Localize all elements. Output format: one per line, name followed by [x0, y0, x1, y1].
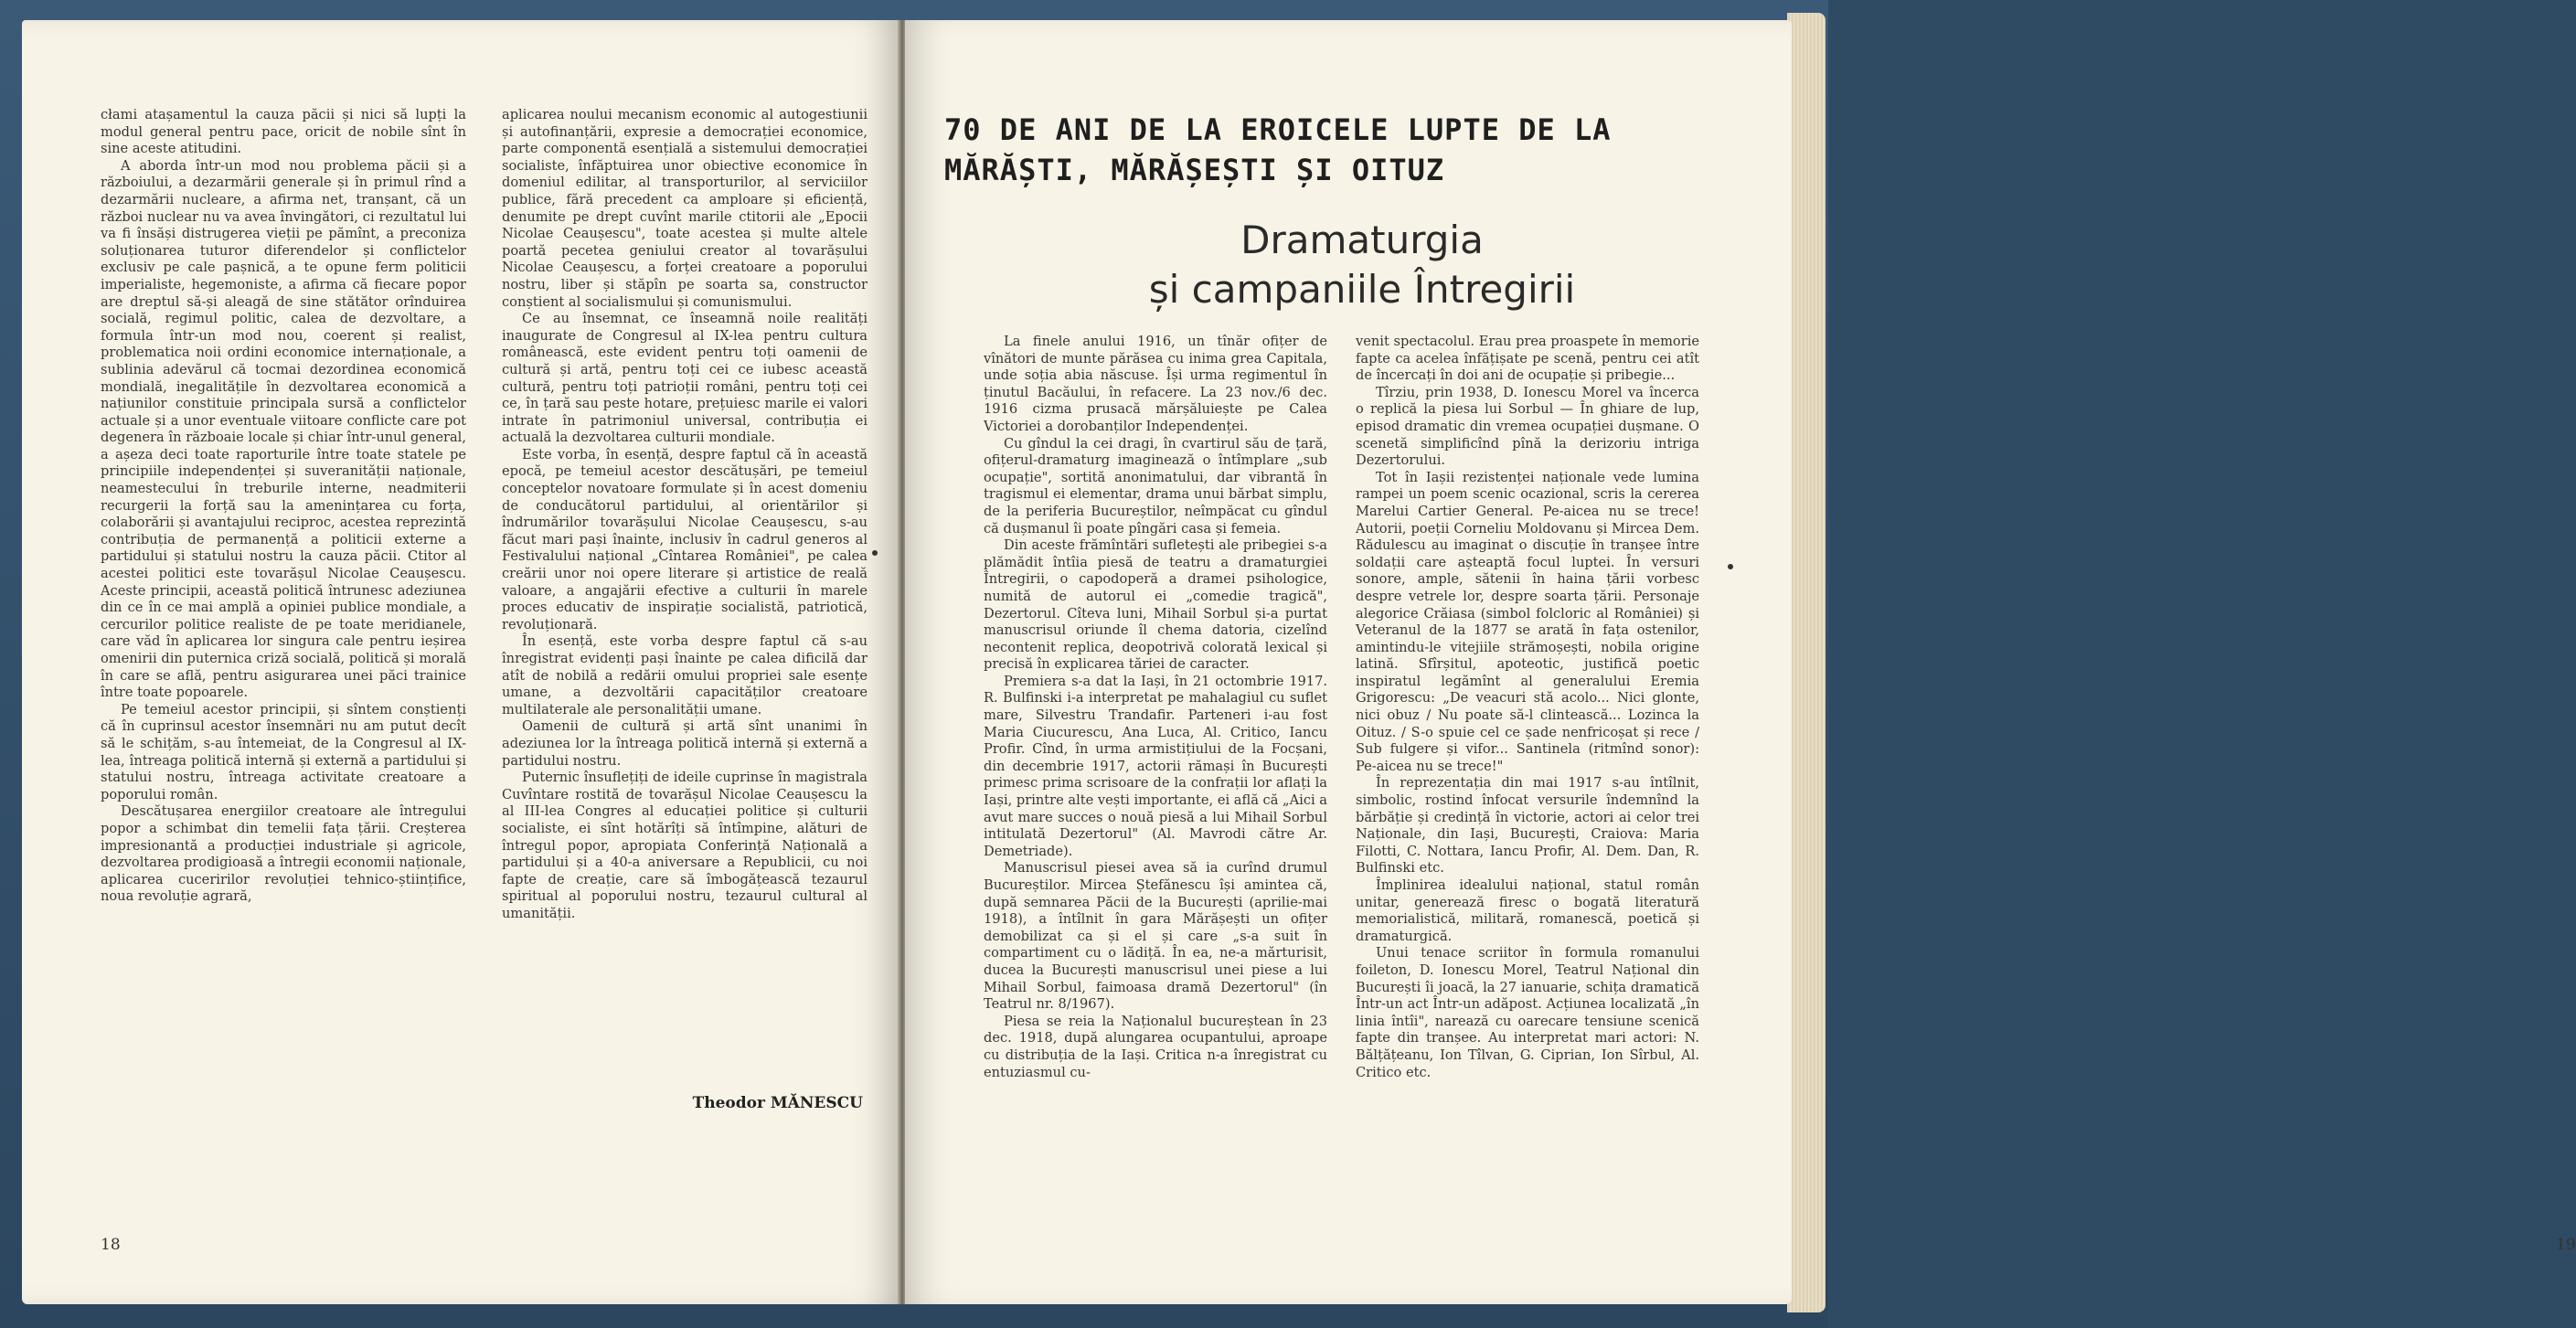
author-signature: Theodor MĂNESCU: [692, 1094, 863, 1112]
paragraph: În reprezentația din mai 1917 s-au întîlnit, simbolic, rostind înfocat versurile îndemnînd la bărbăție și credință în victorie, actori ai celor trei Naționale, din Iași, București, Craiova: Maria Filotti, C. Nottara, Iancu Profir, Al. Dem. Dan, R. Bulfinski etc.: [1356, 775, 1699, 876]
page-number-left: 18: [101, 1236, 121, 1254]
paragraph: Premiera s-a dat la Iași, în 21 octombrie 1917. R. Bulfinski i-a interpretat pe mahalagiul cu suflet mare, Silvestru Trandafir. Parteneri i-au fost Maria Ciucurescu, Ana Luca, Al. Critico, Iancu Profir. Cînd, în urma armistițiului de la Focșani, din decembrie 1917, actorii rămași în București primesc prima scrisoare de la confrații lor aflați la Iași, printre alte vești importante, ei află că „Aici a avut mare succes o nouă piesă a lui Mihail Sorbul intitulată Dezertorul" (Al. Mavrodi către Ar. Demetriade).: [984, 673, 1327, 859]
bullet-mark: [872, 550, 878, 556]
bullet-mark: [1728, 564, 1733, 569]
paragraph: Împlinirea idealului național, statul român unitar, generează firesc o bogată literatură memorialistică, militară, romanescă, poetică și dramaturgică.: [1356, 877, 1699, 944]
paragraph: Puternic însuflețiți de ideile cuprinse în magistrala Cuvîntare rostită de tovarășul Nicolae Ceaușescu la al III-lea Congres al educației politice și culturii socialiste, ei sînt hotărîți să întîmpine, alături de întregul popor, apropiata Conferință Națională a partidului și a 40-a aniversare a Republicii, cu noi fapte de creație, care să îmbogățească tezaurul spiritual al poporului nostru, tezaurul cultural al umanității.: [502, 770, 868, 921]
left-column-2: [502, 107, 868, 923]
paragraph: Ce au însemnat, ce înseamnă noile realități inaugurate de Congresul al IX-lea pentru cultura românească, este evident pentru toți oamenii de cultură și artă, pentru toți cei ce iubesc această cultură, pentru toți patrioții români, pentru toți cei ce, în țară sau peste hotare, prețuiesc marile ei valori intrate în patrimoniul universal, contribuția ei actuală la dezvoltarea culturii mondiale.: [502, 311, 868, 446]
paragraph: Pe temeiul acestor principii, și sîntem conștienți că în cuprinsul acestor însemnări nu am putut decît să le schițăm, s-au întemeiat, de la Congresul al IX-lea, întreaga politică internă și externă a partidului și statului nostru, întreaga activitate creatoare a poporului român.: [101, 701, 466, 802]
paragraph: Unui tenace scriitor în formula romanului foileton, D. Ionescu Morel, Teatrul Național din București îi joacă, la 27 ianuarie, schița dramatică Într-un act Într-un adăpost. Acțiunea localizată „în linia întîi", narează cu oarecare tensiune scenică fapte din tranșee. Au interpretat mari actori: N. Bălțățeanu, Ion Tîlvan, G. Ciprian, Ion Sîrbul, Al. Critico etc.: [1356, 945, 1699, 1080]
left-page: [22, 20, 899, 1304]
page-number-right: 19: [2556, 1236, 2576, 1254]
paragraph: La finele anului 1916, un tînăr ofițer de vînători de munte părăsea cu inima grea Capitala, unde soția abia născuse. Își urma regimentul în ținutul Bacăului, în refacere. La 23 nov./6 dec. 1916 cizma prusacă mărșăluiește pe Calea Victoriei a dorobanților Independenței.: [984, 334, 1327, 434]
title-line-2: și campaniile Întregirii: [1148, 267, 1576, 312]
paragraph: aplicarea noului mecanism economic al autogestiunii și autofinanțării, expresie a democrației economice, parte componentă esențială a sistemului democrației socialiste, înfăptuirea unor obiective economice în domeniul edilitar, al transporturilor, al serviciilor publice, fără precedent ca amploare și eficiență, denumite pe drept cuvînt marile ctitorii ale „Epocii Nicolae Ceaușescu", toate acestea și multe altele poartă pecetea geniului creator al tovarășului Nicolae Ceaușescu, a forței creatoare a poporului nostru, liber și stăpîn pe soarta sa, constructor conștient al socialismului și comunismului.: [502, 107, 868, 310]
section-kicker: 70 DE ANI DE LA EROICELE LUPTE DE LA MĂRĂȘTI, MĂRĂȘEȘTI ȘI OITUZ: [944, 112, 1612, 187]
paragraph: A aborda într-un mod nou problema păcii și a războiului, a dezarmării generale și în primul rînd a dezarmării nucleare, a afirma net, tranșant, că un război nuclear nu va avea învingători, ci rezultatul lui va fi însăși distrugerea vieții pe pămînt, a preconiza soluționarea tuturor diferendelor și conflictelor exclusiv pe cale pașnică, a te opune ferm politicii imperialiste, hegemoniste, a afirma că fiecare popor are dreptul să-și aleagă de sine stătător orînduirea socială, regimul politic, calea de dezvoltare, a formula într-un mod nou, coerent și realist, problematica noii ordini economice internaționale, a sublinia adevărul că tocmai dezordinea economică mondială, inegalitățile în dezvoltarea economică a națiunilor constituie principala sursă a conflictelor actuale și a unor eventuale viitoare conflicte care pot degenera în războaie locale și chiar într-unul general, a așeza deci toate raporturile între toate statele pe principiile independenței și suveranității naționale, neamestecului în treburile interne, neadmiterii recurgerii la forță sau la amenințarea cu forța, colaborării și avantajului reciproc, acestea reprezintă contribuția de permanență a politicii externe a partidului și statului nostru la cauza păcii. Ctitor al acestei politici este tovarășul Nicolae Ceaușescu. Aceste principii, această politică întrunesc adeziunea din ce în ce mai amplă a opiniei publice mondiale, a cercurilor politice realiste de pe toate meridianele, care văd în aplicarea lor singura cale pentru ieșirea omenirii din puternica criză socială, politică și morală în care se află, pentru asigurarea unei păci trainice între toate popoarele.: [101, 157, 466, 701]
paragraph: În esență, este vorba despre faptul că s-au înregistrat evidenți pași înainte pe calea dificilă dar atît de nobilă a redării omului propriei sale esențe umane, a dezvoltării capacităților creatoare multilaterale ale personalității umane.: [502, 633, 868, 717]
right-page: [905, 20, 2576, 1304]
paragraph: cłami atașamentul la cauza păcii și nici să lupți la modul general pentru pace, oricit de nobile sînt în sine aceste atitudini.: [101, 107, 466, 157]
paragraph: Piesa se reia la Naționalul bucureștean în 23 dec. 1918, după alungarea ocupantului, aproape cu distribuția de la Iași. Critica n-a înregistrat cu entuziasmul cu-: [984, 1013, 1327, 1080]
paragraph: Oamenii de cultură și artă sînt unanimi în adeziunea lor la întreaga politică internă și externă a partidului nostru.: [502, 718, 868, 769]
right-column-1: [984, 334, 1327, 1081]
paragraph: venit spectacolul. Erau prea proaspete în memorie fapte ca acelea înfățișate pe scenă, pentru cei atît de încercați în doi ani de ocupație și pribegie...: [1356, 334, 1699, 384]
page-edges: [1787, 13, 1826, 1312]
paragraph: Tîrziu, prin 1938, D. Ionescu Morel va încerca o replică la piesa lui Sorbul — În ghiare de lup, episod dramatic din vremea ocupației dușmane. O scenetă simplificînd pînă la derizoriu intriga Dezertorului.: [1356, 384, 1699, 469]
title-line-1: Dramaturgia: [1240, 218, 1484, 262]
paragraph: Din aceste frămîntări sufletești ale pribegiei s-a plămădit întîia piesă de teatru a dramaturgiei Întregirii, o capodoperă a dramei psihologice, numită de autorul ei „comedie tragică", Dezertorul. Cîteva luni, Mihail Sorbul și-a purtat manuscrisul oriunde îl chema datoria, cizelînd necontenit replica, deopotrivă colorată lexical și precisă în explicarea tăriei de caracter.: [984, 537, 1327, 673]
paragraph: Este vorba, în esență, despre faptul că în această epocă, pe temeiul acestor descătușări, pe temeiul conceptelor novatoare formulate și în acest domeniu de conducătorul partidului, al orientărilor și îndrumărilor tovarășului Nicolae Ceaușescu, s-au făcut mari pași înainte, inclusiv în cadrul generos al Festivalului național „Cîntarea României", pe calea creării unor noi opere literare și artistice de reală valoare, a angajării efective a culturii în marele proces educativ de inspirație socialistă, patriotică, revoluționară.: [502, 446, 868, 632]
paragraph: Cu gîndul la cei dragi, în cvartirul său de țară, ofițerul-dramaturg imaginează o întîmplare „sub ocupație", sortită anonimatului, dar vibrantă în tragismul ei elementar, drama unui bărbat simplu, de la periferia Bucureștilor, neîmpăcat cu gîndul că dușmanul îi poate pîngări casa și femeia.: [984, 435, 1327, 537]
paragraph: Manuscrisul piesei avea să ia curînd drumul Bucureștilor. Mircea Ștefănescu își amintea că, după semnarea Păcii de la București (aprilie-mai 1918), a întîlnit în gara Mărășești un ofițer demobilizat ca și el și care „s-a suit în compartiment cu o lădiță. În ea, ne-a mărturisit, ducea la București manuscrisul unei piese a lui Mihail Sorbul, faimoasa dramă Dezertorul" (în Teatrul nr. 8/1967).: [984, 860, 1327, 1013]
left-column-1: [101, 107, 466, 906]
paragraph: Descătușarea energiilor creatoare ale întregului popor a schimbat din temelii fața țării. Creșterea impresionantă a producției industriale și agricole, dezvoltarea prodigioasă a întregii economii naționale, aplicarea cuceririlor revoluției tehnico-științifice, noua revoluție agrară,: [101, 803, 466, 905]
right-column-2: [1356, 334, 1699, 1081]
paragraph: Tot în Iașii rezistenței naționale vede lumina rampei un poem scenic ocazional, scris la cererea Marelui Cartier General. Pe-aicea nu se trece! Autorii, poeții Corneliu Moldovanu și Mircea Dem. Rădulescu au imaginat o discuție în tranșee între soldații care așteaptă focul luptei. În versuri sonore, ample, sătenii în haina țării vorbesc despre vetrele lor, despre soarta țării. Personaje alegorice Crăiasa (simbol folcloric al României) și Veteranul de la 1877 se arată în fața ostenilor, amintindu-le vitejiile strămoșești, nobila origine latină. Sfîrșitul, apoteotic, justifică poetic inspiratul legămînt al generalului Eremia Grigorescu: „De veacuri stă acolo... Nici glonte, nici obuz / Nu poate să-l clintească... Lozinca la Oituz. / S-o spuie cel ce șade nenfricoșat și rece / Sub fulgere și vifor... Santinela (ritmînd sonor): Pe-aicea nu se trece!": [1356, 469, 1699, 774]
article-title: [1042, 216, 1682, 314]
